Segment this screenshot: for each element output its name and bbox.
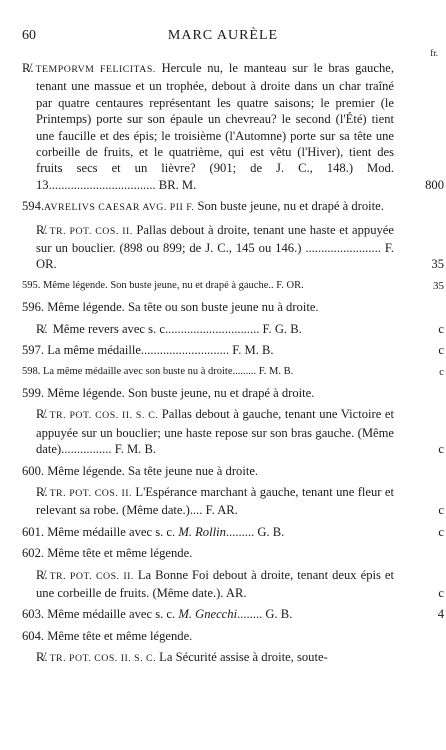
- entry-price: 4: [437, 607, 444, 622]
- entry-number: 597.: [22, 343, 45, 358]
- entry-number: 600.: [22, 463, 45, 478]
- entry-price: c: [438, 343, 444, 358]
- entry-number: 596.: [22, 300, 45, 315]
- price-column-heading: fr.: [430, 48, 438, 58]
- entry-number: 601.: [22, 524, 45, 539]
- catalogue-entry: [22, 278, 444, 294]
- entry-text-cont: ........ G. B.: [237, 607, 293, 622]
- entry-text: Même légende. Sa tête jeune nue à droite.: [44, 463, 259, 478]
- coin-legend: TR. POT. COS. II. S. C.: [49, 653, 157, 665]
- catalogue-entry: [22, 385, 394, 401]
- running-title: MARC AURÈLE: [167, 28, 279, 43]
- catalogue-entry: [22, 628, 394, 644]
- entry-price: c: [438, 503, 444, 518]
- reverse-symbol: R̸.: [36, 484, 48, 499]
- entry-price: 35: [433, 279, 444, 292]
- entry-price: c: [438, 321, 444, 336]
- coin-legend: TR. POT. COS. II.: [49, 487, 132, 499]
- catalogue-entry: [22, 406, 444, 457]
- entry-text: Même légende. Son buste jeune, nu et drapé à gauche.. F. OR.: [40, 279, 304, 291]
- entry-number: 595.: [22, 279, 41, 291]
- entry-number: 598.: [22, 365, 41, 377]
- coin-legend: TR. POT. COS. II.: [49, 225, 133, 237]
- catalogue-entry: [22, 321, 444, 337]
- catalogue-entry: [22, 299, 394, 315]
- entry-text: Même médaille avec s. c.: [44, 607, 179, 622]
- entry-text: Même légende. Sa tête ou son buste jeune nu à droite.: [44, 300, 319, 315]
- catalogue-entry: [22, 649, 394, 667]
- entry-text: L'Espérance marchant à gauche, tenant une fleur et relevant sa robe. (Même date.).... F. AR.: [36, 484, 394, 518]
- entry-text: Pallas debout à gauche, tenant une Victoire et appuyée sur un bouclier; une haste repose sur son bras gauche. (Même date)................ F. M. B.: [36, 407, 394, 457]
- catalogue-entry: [22, 198, 394, 216]
- catalogue-entry: [22, 524, 444, 540]
- entry-number: 602.: [22, 546, 45, 561]
- catalogue-entry: [22, 364, 444, 380]
- entry-text: Même tête et même légende.: [44, 546, 193, 561]
- page-header: [22, 28, 424, 48]
- catalogue-entry: [22, 606, 444, 622]
- entry-text: Même tête et même légende.: [44, 628, 193, 643]
- coin-legend: AVRELIVS CAESAR AVG. PII F.: [44, 202, 195, 214]
- collection-name: M. Gnecchi: [178, 607, 238, 622]
- entry-text: Pallas debout à droite, tenant une haste et appuyée sur un bouclier. (898 ou 899; de J. C., 145 ou 146.) ........................ F. OR.: [36, 222, 394, 272]
- entry-price: 800: [425, 177, 444, 192]
- catalogue-entry: [22, 484, 444, 519]
- catalogue-entry: [22, 567, 444, 602]
- entry-number: 604.: [22, 628, 45, 643]
- entry-price: 35: [431, 257, 444, 272]
- entry-text: La même médaille............................ F. M. B.: [44, 343, 274, 358]
- entry-text: Même légende. Son buste jeune, nu et drapé à droite.: [44, 385, 315, 400]
- entry-text: Hercule nu, le manteau sur le bras gauche, tenant une massue et un trophée, debout à droite dans un char traîné par quatre centaures représentant les quatre saisons; le premier (le Printemps) porte sur son épaule un chevreau? le second (l'Été) tient une faucille et des épis; le troisième (l'Automne) porte sur sa tête une corbeille de fruits, et le quatrième, qui est vêtu (l'Hiver), tient des fruits secs et un lièvre? (901; de J. C., 148.) Mod. 13.................................. BR. M.: [36, 61, 394, 192]
- entry-price: c: [438, 442, 444, 457]
- entry-text: La Sécurité assise à droite, soute-: [156, 650, 328, 665]
- entry-number: 594.: [22, 199, 45, 214]
- page-number: 60: [22, 28, 36, 43]
- catalogue-entry: [22, 545, 394, 561]
- reverse-symbol: R̸.: [36, 222, 48, 237]
- entry-number: 603.: [22, 607, 45, 622]
- coin-legend: TR. POT. COS. II.: [49, 570, 134, 582]
- entry-number: 599.: [22, 385, 45, 400]
- coin-legend: TEMPORVM FELICITAS.: [35, 64, 156, 75]
- entry-text-cont: ......... G. B.: [225, 524, 285, 539]
- entry-text: La Bonne Foi debout à droite, tenant deux épis et une corbeille de fruits. (Même date.). AR.: [36, 567, 394, 600]
- entry-text: Même médaille avec s. c.: [44, 524, 179, 539]
- entry-price: c: [438, 524, 444, 539]
- entry-text: Même revers avec s. c.............................. F. G. B.: [49, 321, 302, 336]
- catalogue-entry: [22, 463, 394, 479]
- catalogue-entry: [22, 342, 444, 358]
- catalogue-entry: [22, 222, 444, 273]
- reverse-symbol: R̸.: [36, 321, 48, 336]
- entry-text: Son buste jeune, nu et drapé à droite.: [194, 199, 384, 214]
- coin-legend: TR. POT. COS. II. S. C.: [49, 410, 159, 422]
- collection-name: M. Rollin: [178, 524, 226, 539]
- catalogue-entries: [22, 60, 444, 673]
- reverse-symbol: R̸.: [22, 61, 34, 75]
- entry-text: La même médaille avec son buste nu à droite......... F. M. B.: [40, 365, 294, 377]
- reverse-symbol: R̸.: [36, 650, 48, 665]
- entry-price: c: [439, 365, 444, 378]
- reverse-symbol: R̸.: [36, 567, 48, 582]
- catalogue-entry: [22, 60, 444, 193]
- reverse-symbol: R̸.: [36, 407, 48, 422]
- entry-price: c: [438, 585, 444, 600]
